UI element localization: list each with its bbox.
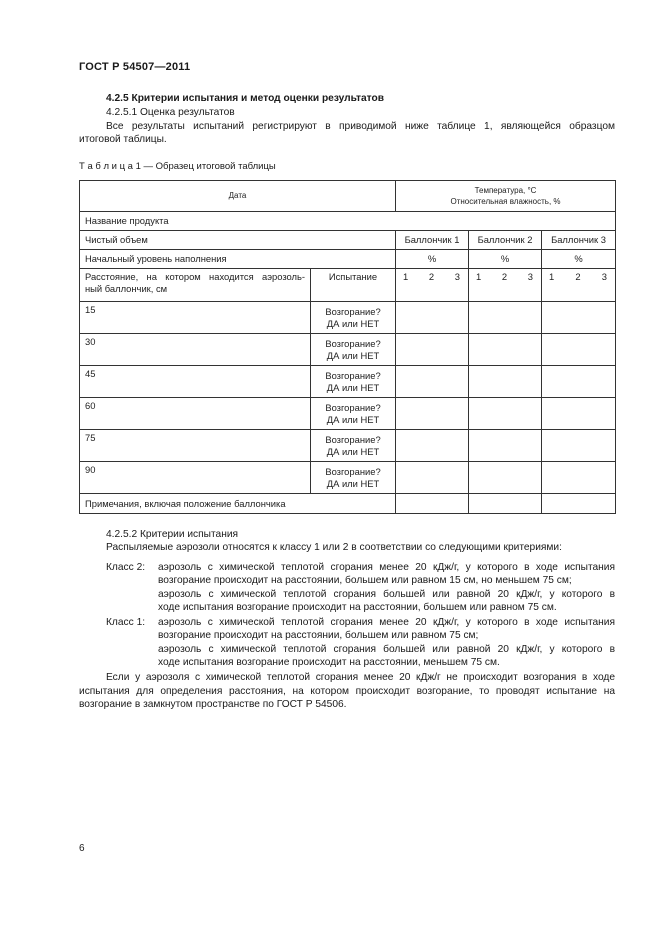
page-number: 6 — [79, 843, 85, 854]
canister-header: Баллончик 2 — [469, 231, 542, 250]
result-cell — [396, 494, 469, 514]
yes-no-text: ДА или НЕТ — [326, 317, 380, 329]
distance-cell: 90 — [80, 462, 311, 494]
criteria-line: ходе испытания возгорание происходит на расстоянии, большем или равном 75 см. — [158, 602, 557, 613]
trial-number: 1 — [549, 271, 555, 282]
class-2-label: Класс 2: — [106, 562, 146, 573]
trial-number: 3 — [454, 271, 460, 282]
trial-number: 3 — [527, 271, 533, 282]
criteria-line: возгорание происходит на расстоянии, большем или равном 15 см, но меньшем 75 см; — [158, 575, 572, 586]
trial-number: 1 — [476, 271, 482, 282]
percent-cell: % — [542, 250, 616, 269]
distance-cell: 45 — [80, 366, 311, 398]
ignition-question-cell — [311, 334, 396, 366]
paragraph-line: Если у аэрозоля с химической теплотой сгорания менее 20 кДж/г не происходит возгорания в ходе — [106, 672, 615, 683]
result-cell — [396, 398, 469, 430]
criteria-line: аэрозоль с химической теплотой сгорания большей или равной 20 кДж/г, у которого в — [158, 644, 615, 655]
table-row — [80, 398, 616, 430]
percent-cell: % — [396, 250, 469, 269]
ignition-question-cell — [311, 462, 396, 494]
result-cell — [469, 302, 542, 334]
product-name-label: Название продукта — [80, 212, 616, 231]
table-row — [80, 302, 616, 334]
fill-level-label: Начальный уровень наполнения — [80, 250, 396, 269]
result-cell — [542, 302, 616, 334]
criteria-intro: Распыляемые аэрозоли относятся к классу 1 или 2 в соответствии со следующими критериями: — [106, 542, 562, 553]
result-cell — [542, 462, 616, 494]
criteria-line: ходе испытания возгорание происходит на расстоянии, меньшем 75 см. — [158, 657, 500, 668]
paragraph-line: итоговой таблицы. — [79, 134, 167, 145]
paragraph-line: возгорание в замкнутом пространстве по ГОСТ Р 54506. — [79, 699, 347, 710]
trial-numbers — [396, 269, 469, 302]
distance-label-line: Расстояние, на котором находится аэрозоль- — [85, 271, 305, 282]
criteria-line: возгорание происходит на расстоянии, большем или равном 75 см; — [158, 630, 479, 641]
yes-no-text: ДА или НЕТ — [326, 445, 380, 457]
yes-no-text: ДА или НЕТ — [326, 349, 380, 361]
ignition-question: Возгорание? — [325, 466, 381, 477]
ignition-question-cell — [311, 366, 396, 398]
result-cell — [469, 462, 542, 494]
table-caption: Т а б л и ц а 1 — Образец итоговой таблицы — [79, 161, 276, 172]
subsection-title: 4.2.5.1 Оценка результатов — [106, 107, 235, 118]
canister-header: Баллончик 3 — [542, 231, 616, 250]
criteria-line: аэрозоль с химической теплотой сгорания менее 20 кДж/г, у которого в ходе испытания — [158, 617, 615, 628]
table-row — [80, 212, 616, 231]
yes-no-text: ДА или НЕТ — [326, 381, 380, 393]
date-label: Дата — [80, 181, 396, 212]
ignition-question: Возгорание? — [325, 370, 381, 381]
yes-no-text: ДА или НЕТ — [326, 413, 380, 425]
result-cell — [542, 398, 616, 430]
table-row — [80, 250, 616, 269]
distance-cell: 75 — [80, 430, 311, 462]
ignition-question: Возгорание? — [325, 306, 381, 317]
percent-cell: % — [469, 250, 542, 269]
result-cell — [469, 494, 542, 514]
table-row — [80, 462, 616, 494]
distance-label-line: ный баллончик, см — [85, 282, 168, 294]
result-cell — [469, 366, 542, 398]
ignition-question: Возгорание? — [325, 402, 381, 413]
document-header: ГОСТ Р 54507—2011 — [79, 61, 191, 73]
paragraph-line: испытания для определения расстояния, на котором происходит возгорание, то проводят испытание на — [79, 686, 615, 697]
result-cell — [469, 334, 542, 366]
ignition-question-cell — [311, 398, 396, 430]
paragraph-line: Все результаты испытаний регистрируют в приводимой ниже таблице 1, являющейся образцом — [106, 121, 615, 132]
result-cell — [396, 366, 469, 398]
trial-numbers — [542, 269, 616, 302]
yes-no-text: ДА или НЕТ — [326, 477, 380, 489]
result-cell — [396, 334, 469, 366]
class-1-label: Класс 1: — [106, 617, 146, 628]
result-cell — [396, 302, 469, 334]
temperature-label: Температура, °С — [474, 185, 537, 195]
result-cell — [542, 334, 616, 366]
distance-label — [80, 269, 311, 302]
humidity-label: Относительная влажность, % — [450, 197, 561, 206]
test-label: Испытание — [311, 269, 396, 302]
distance-cell: 15 — [80, 302, 311, 334]
section-heading: 4.2.5 Критерии испытания и метод оценки результатов — [106, 93, 385, 104]
criteria-line: аэрозоль с химической теплотой сгорания менее 20 кДж/г, у которого в ходе испытания — [158, 562, 615, 573]
summary-table — [79, 180, 616, 514]
ignition-question-cell — [311, 302, 396, 334]
result-cell — [542, 430, 616, 462]
table-row — [80, 181, 616, 212]
result-cell — [542, 366, 616, 398]
trial-number: 2 — [501, 271, 508, 282]
ignition-question: Возгорание? — [325, 338, 381, 349]
result-cell — [469, 430, 542, 462]
ignition-question: Возгорание? — [325, 434, 381, 445]
result-cell — [396, 462, 469, 494]
result-cell — [469, 398, 542, 430]
canister-header: Баллончик 1 — [396, 231, 469, 250]
trial-number: 2 — [575, 271, 581, 282]
table-row — [80, 494, 616, 514]
table-row — [80, 430, 616, 462]
table-row — [80, 366, 616, 398]
conditions-cell — [396, 181, 616, 212]
table-row — [80, 269, 616, 302]
subsection-title: 4.2.5.2 Критерии испытания — [106, 529, 239, 540]
net-volume-label: Чистый объем — [80, 231, 396, 250]
trial-number: 1 — [403, 271, 409, 282]
distance-cell: 60 — [80, 398, 311, 430]
notes-label: Примечания, включая положение баллончика — [80, 494, 396, 514]
result-cell — [542, 494, 616, 514]
table-row — [80, 334, 616, 366]
table-row — [80, 231, 616, 250]
distance-cell: 30 — [80, 334, 311, 366]
trial-number: 2 — [428, 271, 435, 282]
ignition-question-cell — [311, 430, 396, 462]
criteria-line: аэрозоль с химической теплотой сгорания большей или равной 20 кДж/г, у которого в — [158, 589, 615, 600]
result-cell — [396, 430, 469, 462]
trial-numbers — [469, 269, 542, 302]
trial-number: 3 — [601, 271, 607, 282]
